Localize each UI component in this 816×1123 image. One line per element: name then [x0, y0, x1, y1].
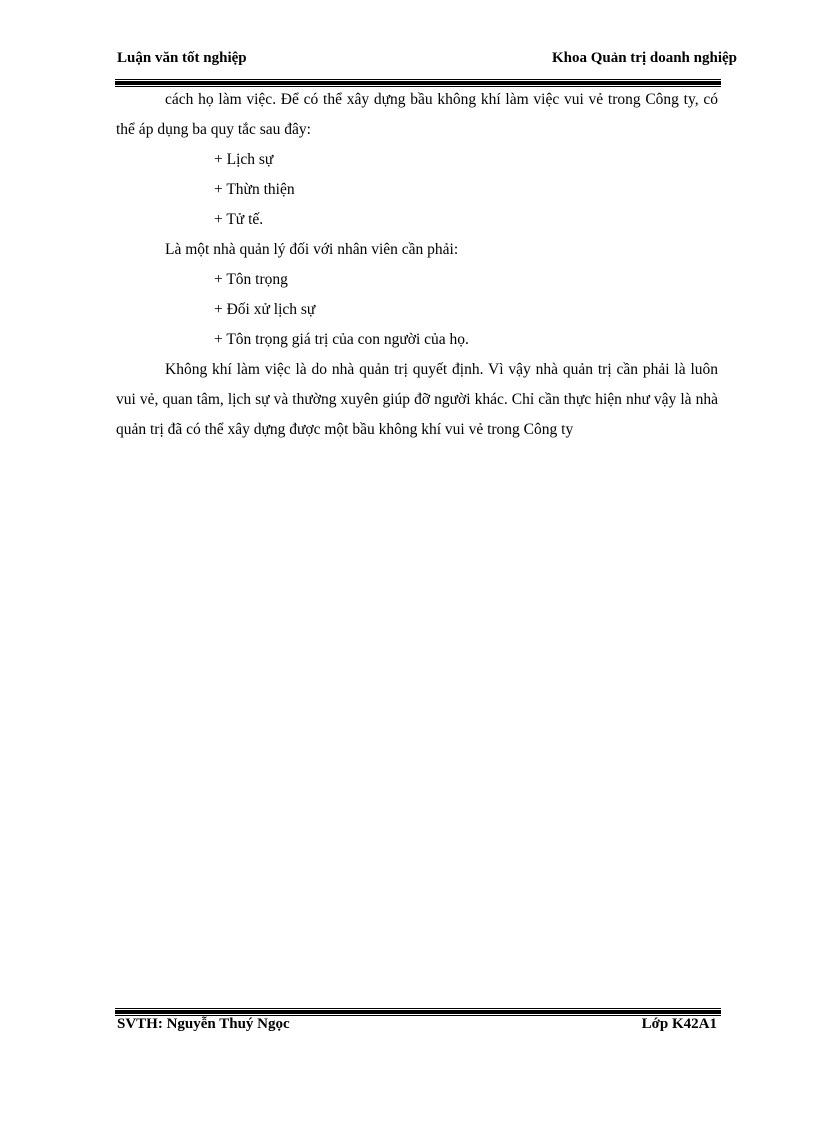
footer-student: SVTH: Nguyễn Thuý Ngọc: [117, 1016, 290, 1032]
list-item: + Tử tế.: [214, 211, 264, 228]
list-item: + Lịch sự: [214, 151, 274, 168]
list-item: + Thừn thiện: [214, 181, 295, 198]
document-body: [116, 85, 718, 445]
header-faculty: Khoa Quản trị doanh nghiệp: [551, 50, 737, 66]
paragraph-1: cách họ làm việc. Để có thể xây dựng bầu không khí làm việc vui vẻ trong Công ty, có thể áp dụng ba quy tắc sau đây:: [116, 91, 718, 138]
list-item: + Tôn trọng: [214, 271, 288, 288]
footer-class: Lớp K42A1: [641, 1016, 717, 1032]
page-header: [115, 50, 737, 70]
header-thesis-title: Luận văn tốt nghiệp: [117, 50, 247, 66]
paragraph-2: Là một nhà quản lý đối với nhân viên cần phải:: [165, 241, 459, 258]
footer-rule: [115, 1008, 721, 1016]
paragraph-3: Không khí làm việc là do nhà quản trị quyết định. Vì vậy nhà quản trị cần phải là luôn vui vẻ, quan tâm, lịch sự và thường xuyên giúp đỡ người khác. Chỉ cần thực hiện như vậy là nhà quản trị đã có thể xây dựng được một bầu không khí vui vẻ trong Công ty: [116, 361, 718, 438]
list-item: + Tôn trọng giá trị của con người của họ.: [214, 331, 469, 348]
list-item: + Đối xử lịch sự: [214, 301, 316, 318]
